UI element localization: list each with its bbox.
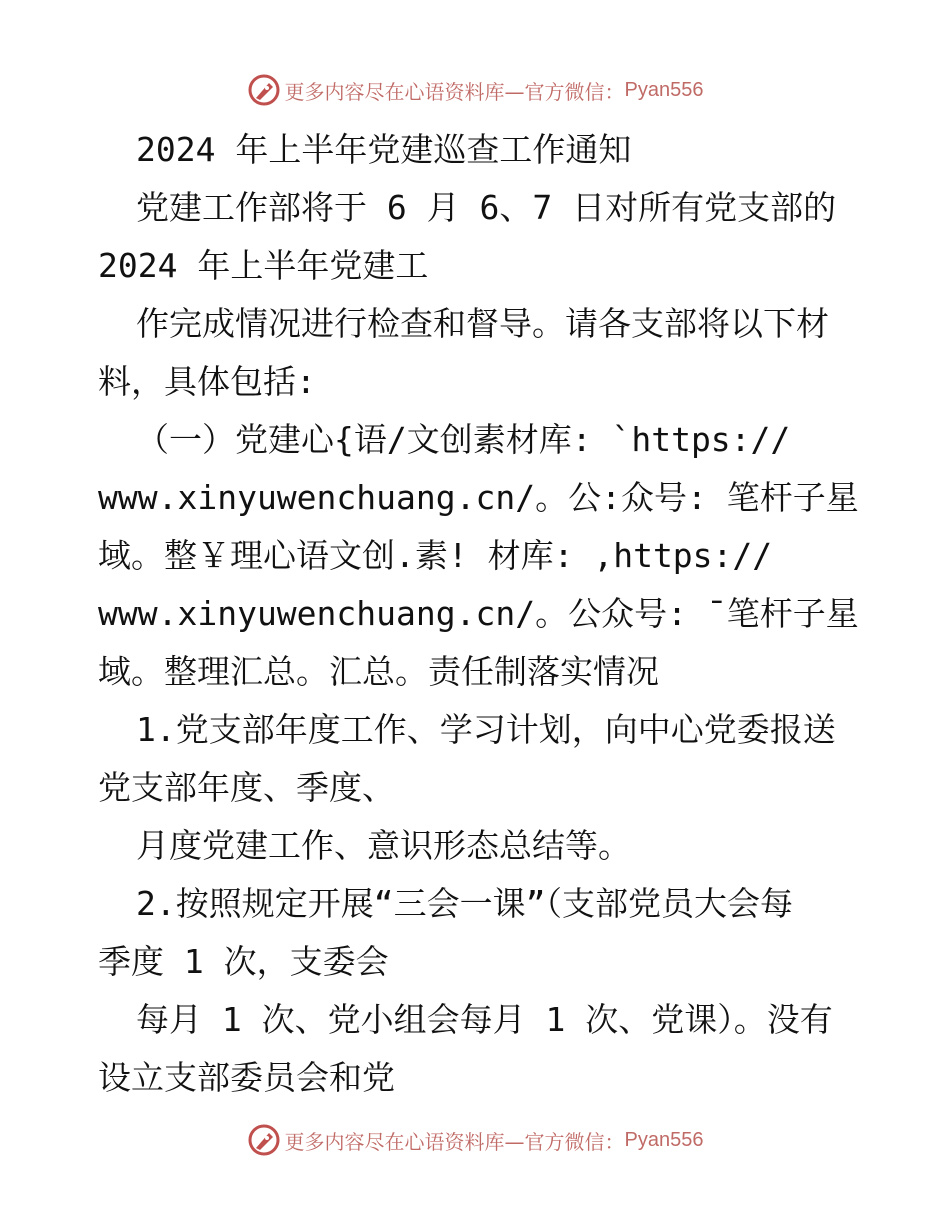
- pen-nib-circle-icon: [247, 1123, 281, 1157]
- text-line: 1.党支部年度工作、学习计划，向中心党委报送: [136, 710, 836, 749]
- text-line: 季度 1 次，支委会: [98, 942, 389, 981]
- banner-text: 更多内容尽在心语资料库—官方微信：: [284, 79, 625, 104]
- document-body: [98, 121, 868, 1107]
- footer-banner: [0, 1120, 950, 1160]
- text-line: 2.按照规定开展“三会一课”（支部党员大会每: [136, 884, 793, 923]
- text-line: 月度党建工作、意识形态总结等。: [136, 826, 631, 865]
- header-banner: [0, 70, 950, 110]
- text-line: 每月 1 次、党小组会每月 1 次、党课）。没有: [136, 1000, 833, 1039]
- text-line: www.xinyuwenchuang.cn/。公:众号: 笔杆子星: [98, 478, 859, 517]
- text-line: （一）党建心{语/文创素材库: `https://: [136, 420, 791, 459]
- text-line: 域。整理汇总。汇总。责任制落实情况: [98, 652, 659, 691]
- banner-wechat-id: Pyan556: [624, 1128, 704, 1151]
- banner-text: 更多内容尽在心语资料库—官方微信：: [284, 1129, 625, 1154]
- banner-wechat-id: Pyan556: [624, 78, 704, 101]
- text-line: 党建工作部将于 6 月 6、7 日对所有党支部的: [136, 188, 837, 227]
- text-line: 设立支部委员会和党: [98, 1058, 395, 1097]
- text-line: 料，具体包括:: [98, 362, 316, 401]
- pen-nib-circle-icon: [247, 73, 281, 107]
- text-line: 2024 年上半年党建工: [98, 246, 429, 285]
- text-line: 作完成情况进行检查和督导。请各支部将以下材: [136, 304, 829, 343]
- text-line: 域。整￥理心语文创.素! 材库: ,https://: [98, 536, 773, 575]
- text-line: 2024 年上半年党建巡查工作通知: [136, 130, 632, 169]
- text-line: 党支部年度、季度、: [98, 768, 395, 807]
- text-line: www.xinyuwenchuang.cn/。公众号: ¯笔杆子星: [98, 594, 859, 633]
